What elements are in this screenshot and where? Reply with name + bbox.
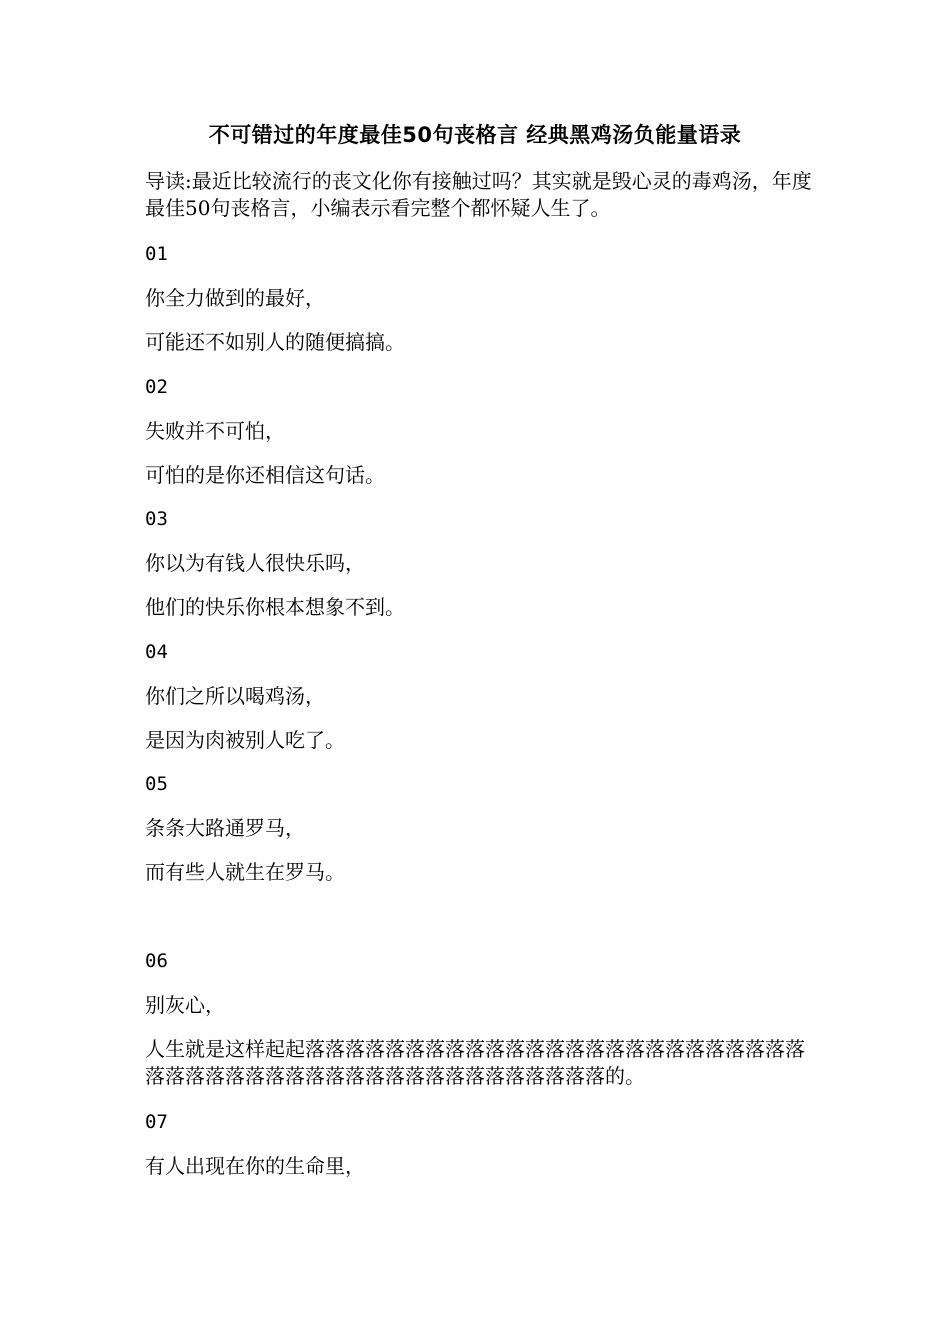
entry-number: 02 (145, 376, 168, 398)
intro-paragraph: 导读:最近比较流行的丧文化你有接触过吗？其实就是毁心灵的毒鸡汤，年度最佳50句丧格言，小编表示看完整个都怀疑人生了。 (145, 169, 812, 220)
entry-line: 是因为肉被别人吃了。 (145, 728, 345, 752)
entry-line: 条条大路通罗马， (145, 816, 305, 840)
entry-line: 人生就是这样起起落落落落落落落落落落落落落落落落落落落落落落落落落落落落落落落落落落落落落落落落落落落落落落落落的。 (145, 1037, 805, 1088)
entry-number: 05 (145, 773, 168, 795)
entry-line: 而有些人就生在罗马。 (145, 860, 345, 884)
entry-line: 可能还不如别人的随便搞搞。 (145, 330, 405, 354)
entry-line: 你以为有钱人很快乐吗， (145, 551, 365, 575)
entry-line: 别灰心， (145, 993, 225, 1017)
entry-line: 可怕的是你还相信这句话。 (145, 463, 385, 487)
entry-number: 07 (145, 1111, 168, 1133)
entry-number: 01 (145, 243, 168, 265)
entry-number: 03 (145, 508, 168, 530)
page-title: 不可错过的年度最佳50句丧格言 经典黑鸡汤负能量语录 (208, 123, 742, 147)
entry-line: 你们之所以喝鸡汤， (145, 684, 325, 708)
entry-line: 有人出现在你的生命里， (145, 1154, 365, 1178)
entry-number: 06 (145, 950, 168, 972)
entry-line: 他们的快乐你根本想象不到。 (145, 595, 405, 619)
entry-number: 04 (145, 641, 168, 663)
entry-line: 失败并不可怕， (145, 419, 285, 443)
entry-line: 你全力做到的最好， (145, 286, 325, 310)
